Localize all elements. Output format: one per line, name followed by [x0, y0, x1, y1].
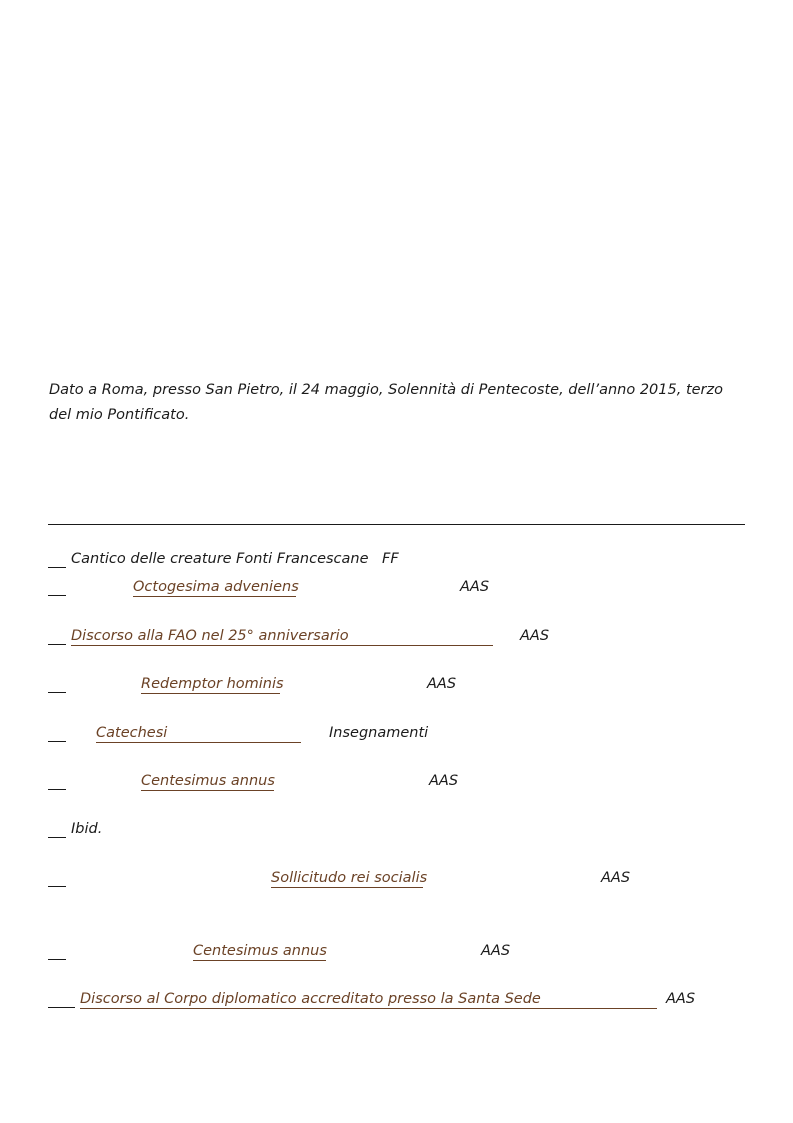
footnote-marker — [48, 943, 66, 960]
footnote-link[interactable]: Discorso al Corpo diplomatico accreditato presso la Santa Sede — [80, 991, 541, 1007]
footnote-link[interactable]: Sollicitudo rei socialis — [271, 870, 428, 886]
footnote-marker — [48, 821, 66, 838]
link-underline — [193, 960, 326, 961]
footnote-link[interactable]: Redemptor hominis — [141, 676, 284, 692]
footnote-abbr: AAS — [601, 870, 631, 886]
footnote-marker — [48, 676, 66, 693]
closing-paragraph: Dato a Roma, presso San Pietro, il 24 maggio, Solennità di Pentecoste, dell’anno 2015, terzo del mio Pontificato. — [49, 382, 723, 423]
link-underline — [141, 790, 274, 791]
footnote-marker — [48, 551, 66, 568]
footnote-link[interactable]: Discorso alla FAO nel 25° anniversario — [71, 628, 349, 644]
footnote-source: Fonti Francescane — [236, 551, 369, 567]
link-underline — [71, 645, 493, 646]
footnote-abbr: AAS — [520, 628, 550, 644]
footnote-marker — [48, 628, 66, 645]
link-underline — [141, 693, 280, 694]
link-underline — [133, 596, 296, 597]
footnote-abbr: AAS — [427, 676, 457, 692]
link-underline — [96, 742, 301, 743]
link-underline — [271, 887, 423, 888]
link-underline — [80, 1008, 657, 1009]
footnote-link[interactable]: Octogesima adveniens — [133, 579, 299, 595]
footnote-marker — [48, 773, 66, 790]
footnote-abbr: AAS — [460, 579, 490, 595]
footnote-title: Cantico delle creature — [71, 551, 232, 567]
footnote-marker — [48, 579, 66, 596]
footnote-separator — [48, 524, 745, 525]
footnote-abbr: AAS — [481, 943, 511, 959]
footnote-link[interactable]: Centesimus annus — [141, 773, 275, 789]
footnote-abbr: FF — [382, 551, 399, 567]
footnote-abbr: AAS — [666, 991, 696, 1007]
footnote-marker — [48, 870, 66, 887]
footnote-link[interactable]: Centesimus annus — [193, 943, 327, 959]
footnote-link[interactable]: Catechesi — [96, 725, 168, 741]
footnote-abbr: Insegnamenti — [329, 725, 429, 741]
footnote-title: Ibid. — [71, 821, 103, 837]
footnote-marker — [48, 991, 75, 1008]
footnote-abbr: AAS — [429, 773, 459, 789]
footnote-marker — [48, 725, 66, 742]
